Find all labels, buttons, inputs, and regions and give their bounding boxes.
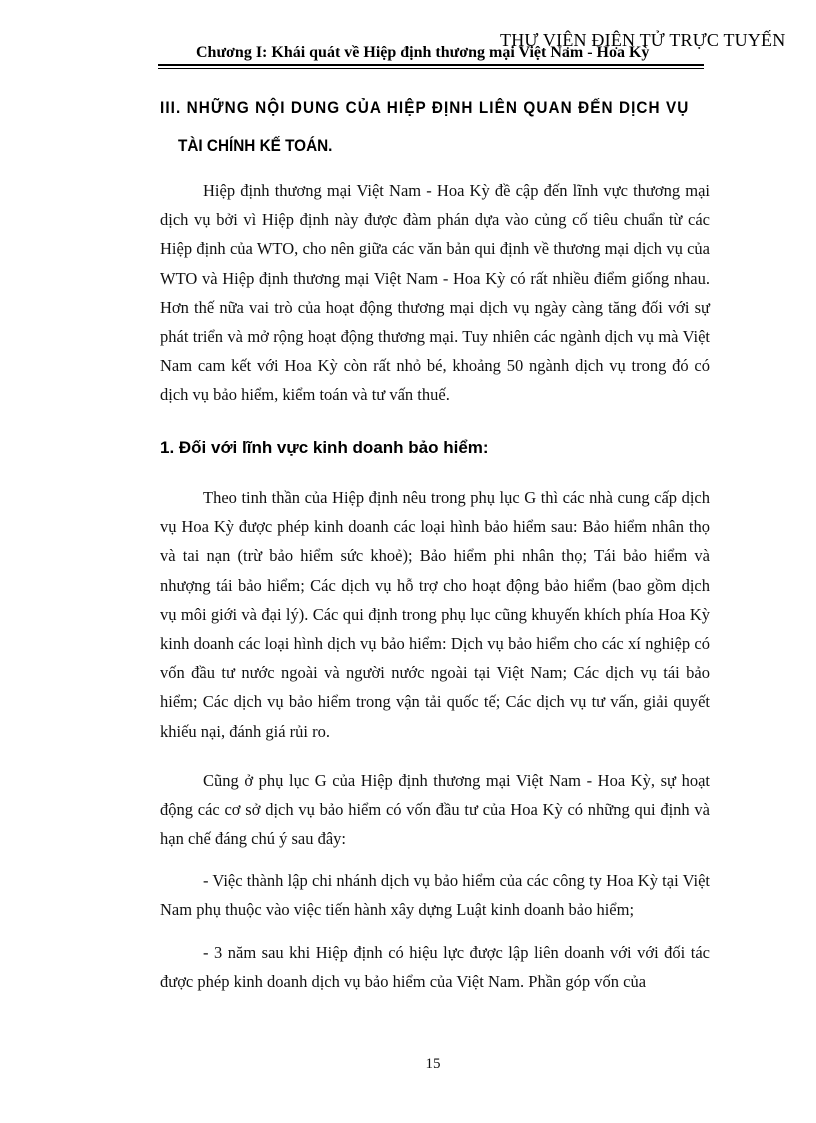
paragraph-insurance-types: Theo tinh thần của Hiệp định nêu trong phụ lục G thì các nhà cung cấp dịch vụ Hoa Kỳ được phép kinh doanh các loại hình bảo hiểm sau: Bảo hiểm nhân thọ và tai nạn (trừ bảo hiểm sức khoẻ); Bảo hiểm phi nhân thọ; Tái bảo hiểm và nhượng tái bảo hiểm; Các dịch vụ hỗ trợ cho hoạt động bảo hiểm (bao gồm dịch vụ môi giới và đại lý). Các qui định trong phụ lục cũng khuyến khích phía Hoa Kỳ kinh doanh các loại hình dịch vụ bảo hiểm: Dịch vụ bảo hiểm cho các xí nghiệp có vốn đầu tư nước ngoài và người nước ngoài tại Việt Nam; Các dịch vụ tái bảo hiểm; Các dịch vụ bảo hiểm trong vận tải quốc tế; Các dịch vụ tư vấn, giải quyết khiếu nại, đánh giá rủi ro. (160, 488, 710, 741)
header-rule (158, 64, 704, 66)
section-heading-line2: TÀI CHÍNH KẾ TOÁN. (178, 136, 333, 155)
paragraph-branch-establishment: - Việc thành lập chi nhánh dịch vụ bảo hiểm của các công ty Hoa Kỳ tại Việt Nam phụ thuộc vào việc tiến hành xây dựng Luật kinh doanh bảo hiểm; (160, 871, 710, 920)
library-watermark: THƯ VIỆN ĐIỆN TỬ TRỰC TUYẾN (500, 30, 786, 50)
subsection-heading-insurance: 1. Đối với lĩnh vực kinh doanh bảo hiểm: (160, 438, 489, 457)
paragraph-joint-venture: - 3 năm sau khi Hiệp định có hiệu lực được lập liên doanh với với đối tác được phép kinh doanh dịch vụ bảo hiểm của Việt Nam. Phần góp vốn của (160, 943, 710, 992)
header-rule-thin (158, 68, 704, 69)
paragraph-appendix-g: Cũng ở phụ lục G của Hiệp định thương mại Việt Nam - Hoa Kỳ, sự hoạt động các cơ sở dịch vụ bảo hiểm có vốn đầu tư của Hoa Kỳ có những qui định và hạn chế đáng chú ý sau đây: (160, 771, 710, 849)
running-header: Chương I: Khái quát về Hiệp định thương mại Việt Nam - Hoa Kỳ (196, 44, 650, 61)
paragraph-intro: Hiệp định thương mại Việt Nam - Hoa Kỳ đề cập đến lĩnh vực thương mại dịch vụ bởi vì Hiệp định này được đàm phán dựa vào củng cố tiêu chuẩn từ các Hiệp định của WTO, cho nên giữa các văn bản qui định về thương mại dịch vụ của WTO và Hiệp định thương mại Việt Nam - Hoa Kỳ có rất nhiều điểm giống nhau. Hơn thế nữa vai trò của hoạt động thương mại dịch vụ ngày càng tăng đối với sự phát triển và mở rộng hoạt động thương mại. Tuy nhiên các ngành dịch vụ mà Việt Nam cam kết với Hoa Kỳ còn rất nhỏ bé, khoảng 50 ngành dịch vụ trong đó có dịch vụ bảo hiểm, kiểm toán và tư vấn thuế. (160, 181, 710, 405)
page-number: 15 (425, 1056, 441, 1072)
section-heading-line1: III. NHỮNG NỘI DUNG CỦA HIỆP ĐỊNH LIÊN QUAN ĐẾN DỊCH VỤ (160, 98, 690, 117)
